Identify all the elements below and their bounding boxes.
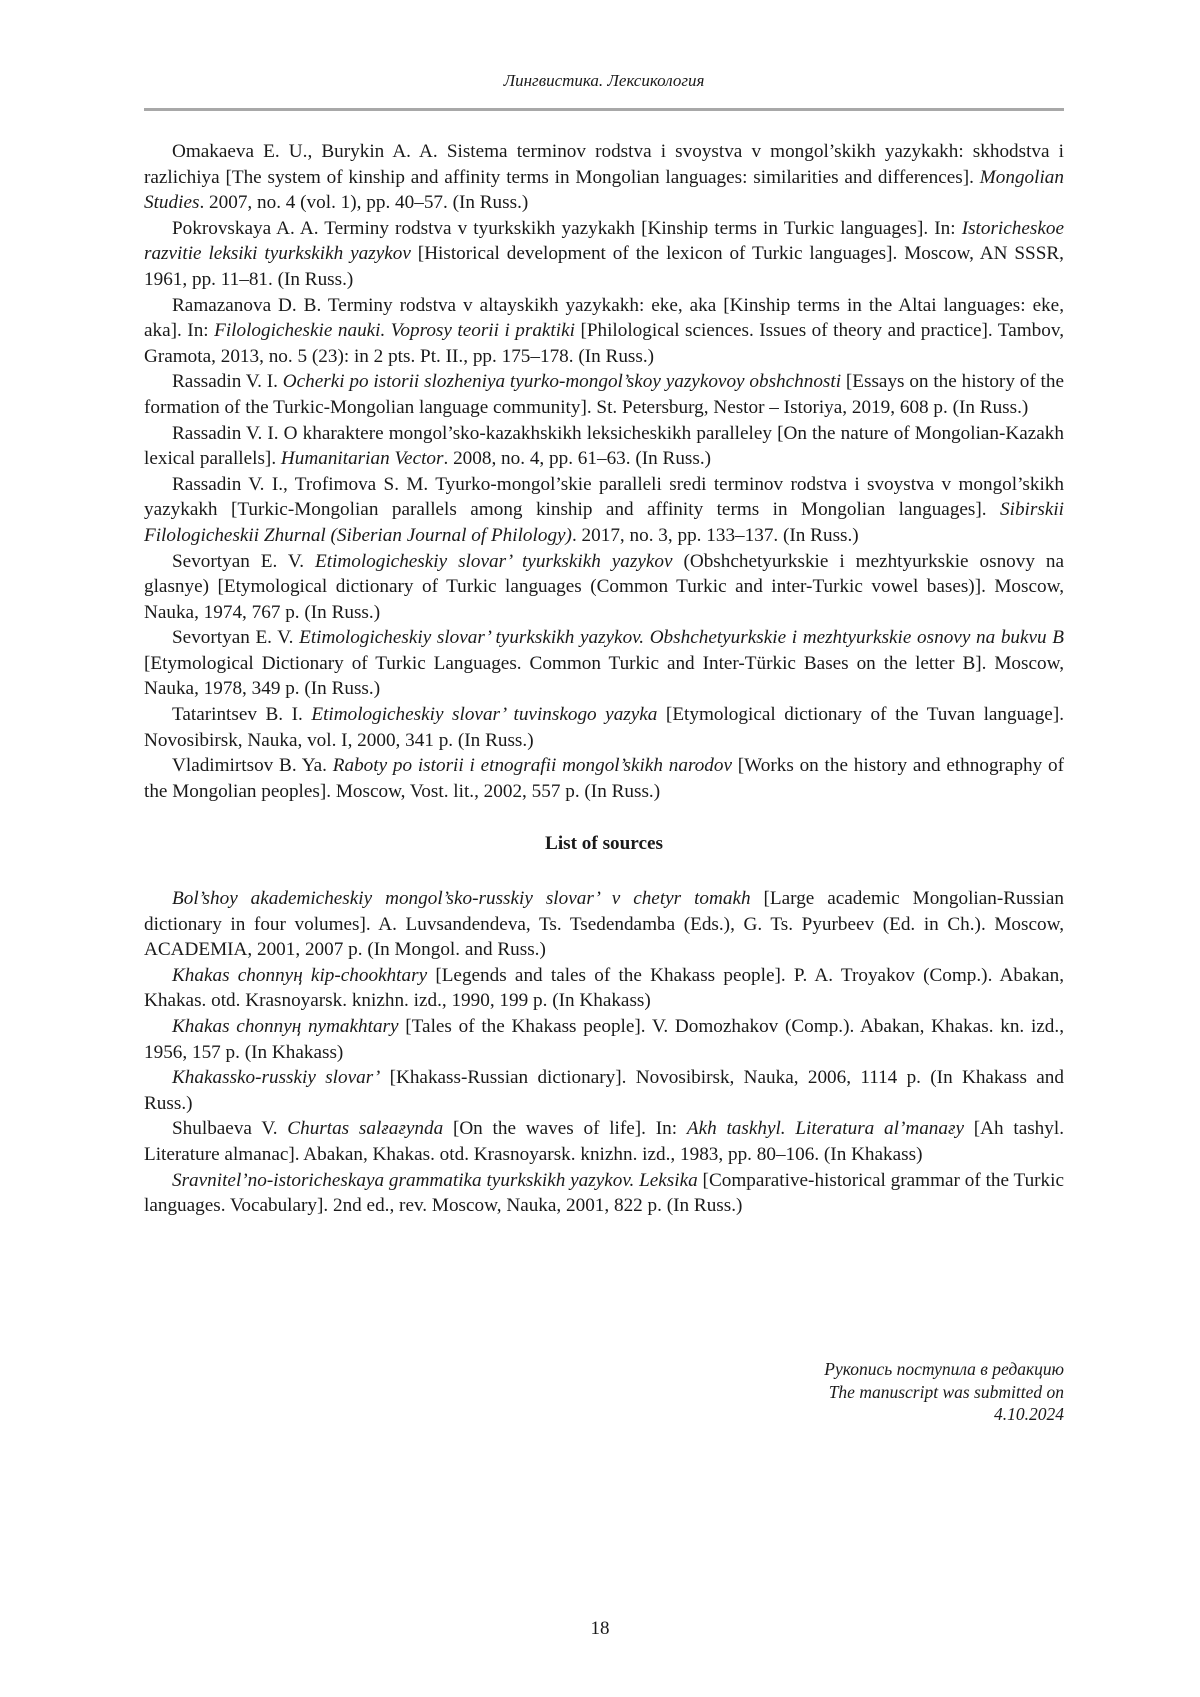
submission-date: 4.10.2024 (994, 1404, 1064, 1424)
submission-line-en: The manuscript was submitted on (828, 1381, 1064, 1402)
source-entry: Khakas chonnyң kip-chookhtary [Legends and tales of the Khakass people]. P. A. Troyakov (Comp.). Abakan, Khakas. otd. Krasnoyarsk. knizhn. izd., 1990, 199 p. (In Khakass) (144, 964, 1064, 1012)
reference-entry: Ramazanova D. B. Terminy rodstva v altayskikh yazykakh: eke, aka [Kinship terms in the Altai languages: eke, aka]. In: Filologicheskie nauki. Voprosy teorii i praktiki [Philological sciences. Issues of theory and practice]. Tambov, Gramota, 2013, no. 5 (23): in 2 pts. Pt. II., pp. 175–178. (In Russ.) (144, 294, 1064, 367)
source-entry: Khakassko-russkiy slovar’ [Khakass-Russian dictionary]. Novosibirsk, Nauka, 2006, 1114 p. (In Khakass and Russ.) (144, 1067, 1064, 1114)
reference-entry: Sevortyan E. V. Etimologicheskiy slovar’ tyurkskikh yazykov (Obshchetyurkskie i mezhtyurkskie osnovy na glasnye) [Etymological dictionary of Turkic languages (Common Turkic and inter-Turkic vowel bases)]. Moscow, Nauka, 1974, 767 p. (In Russ.) (144, 550, 1065, 623)
reference-entry: Tatarintsev B. I. Etimologicheskiy slovar’ tuvinskogo yazyka [Etymological dictionary of the Tuvan language]. Novosibirsk, Nauka, vol. I, 2000, 341 p. (In Russ.) (144, 704, 1065, 751)
reference-entry: Rassadin V. I. Ocherki po istorii slozheniya tyurko-mongol’skoy yazykovoy obshchnosti [Essays on the history of the formation of the Turkic-Mongolian language community]. St. Petersburg, Nestor – Istoriya, 2019, 608 p. (In Russ.) (144, 371, 1064, 418)
submission-line-ru: Рукопись поступила в редакцию (824, 1359, 1064, 1379)
reference-entry: Omakaeva E. U., Burykin A. A. Sistema terminov rodstva i svoystva v mongol’skikh yazykakh: skhodstva i razlichiya [The system of kinship and affinity terms in Mongolian languages: similarities and differences]. Mongolian Studies. 2007, no. 4 (vol. 1), pp. 40–57. (In Russ.) (144, 141, 1064, 214)
sources-heading: List of sources (545, 833, 663, 855)
source-entry: Bol’shoy akademicheskiy mongol’sko-russkiy slovar’ v chetyr tomakh [Large academic Mongolian-Russian dictionary in four volumes]. A. Luvsandendeva, Ts. Tsedendamba (Eds.), G. Ts. Pyurbeev (Ed. in Ch.). Moscow, ACADEMIA, 2001, 2007 p. (In Mongol. and Russ.) (144, 888, 1064, 961)
submission-note (664, 1358, 1064, 1426)
page-number: 18 (590, 1618, 610, 1639)
reference-entry: Rassadin V. I., Trofimova S. M. Tyurko-mongol’skie paralleli sredi terminov rodstva i svoystva v mongol’skikh yazykakh [Turkic-Mongolian parallels among kinship and affinity terms in Mongolian languages]. Sibirskii Filologicheskii Zhurnal (Siberian Journal of Philology). 2017, no. 3, pp. 133–137. (In Russ.) (144, 473, 1064, 546)
reference-entry: Rassadin V. I. O kharaktere mongol’sko-kazakhskikh leksicheskikh paralleley [On the nature of Mongolian-Kazakh lexical parallels]. Humanitarian Vector. 2008, no. 4, pp. 61–63. (In Russ.) (144, 422, 1064, 470)
running-header: Лингвистика. Лексикология (503, 71, 705, 90)
source-entry: Shulbaeva V. Churtas salғaғynda [On the waves of life]. In: Akh taskhyl. Literatura al’manaғy [Ah tashyl. Literature almanac]. Abakan, Khakas. otd. Krasnoyarsk. knizhn. izd., 1983, pp. 80–106. (In Khakass) (144, 1118, 1064, 1165)
source-entry: Khakas chonnyң nymakhtary [Tales of the Khakass people]. V. Domozhakov (Comp.). Abakan, Khakas. kn. izd., 1956, 157 p. (In Khakass) (144, 1016, 1064, 1063)
source-entry: Sravnitel’no-istoricheskaya grammatika tyurkskikh yazykov. Leksika [Comparative-historical grammar of the Turkic languages. Vocabulary]. 2nd ed., rev. Moscow, Nauka, 2001, 822 p. (In Russ.) (144, 1169, 1064, 1217)
reference-list (144, 139, 1064, 1219)
reference-entry: Vladimirtsov B. Ya. Raboty po istorii i etnografii mongol’skikh narodov [Works on the history and ethnography of the Mongolian peoples]. Moscow, Vost. lit., 2002, 557 p. (In Russ.) (144, 755, 1065, 802)
header-divider (144, 108, 1064, 111)
reference-entry: Pokrovskaya A. A. Terminy rodstva v tyurkskikh yazykakh [Kinship terms in Turkic languages]. In: Istoricheskoe razvitie leksiki tyurkskikh yazykov [Historical development of the lexicon of Turkic languages]. Moscow, AN SSSR, 1961, pp. 11–81. (In Russ.) (144, 217, 1064, 290)
reference-entry: Sevortyan E. V. Etimologicheskiy slovar’ tyurkskikh yazykov. Obshchetyurkskie i mezhtyurkskie osnovy na bukvu B [Etymological Dictionary of Turkic Languages. Common Turkic and Inter-Türkic Bases on the letter B]. Moscow, Nauka, 1978, 349 p. (In Russ.) (144, 627, 1064, 700)
